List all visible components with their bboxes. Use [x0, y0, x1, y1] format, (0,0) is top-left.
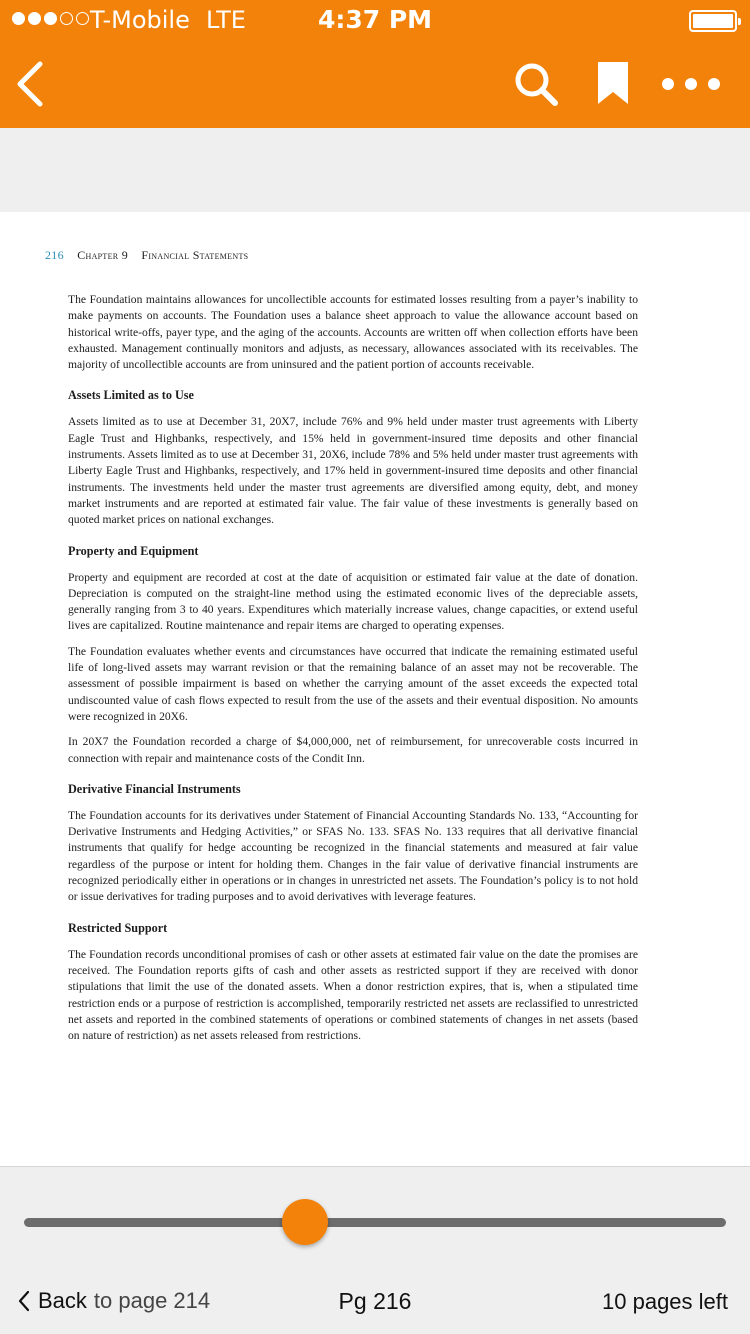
paragraph: In 20X7 the Foundation recorded a charge of $4,000,000, net of reimbursement, for unrecoverable costs incurred in connection with repair and maintenance costs of the Condit Inn.	[68, 735, 638, 765]
status-bar	[0, 0, 750, 40]
bookmark-icon	[596, 62, 630, 106]
search-icon	[512, 60, 560, 108]
paragraph: Assets limited as to use at December 31, 20X7, include 76% and 9% held under master trust agreements with Liberty Eagle Trust and Highbanks, respectively, and 15% held in government-insured time deposits and other financial instruments. Assets limited as to use at December 31, 20X6, include 78% and 5% held under master trust agreements with Liberty Eagle Trust and Highbanks, respectively, and 17% held in government-insured time deposits and other financial instruments. The investments held under the master trust agreements are diversified among equity, debt, and money market instruments and are reported at estimated fair value. The fair value of these investments is generally based on quoted market prices on national exchanges.	[68, 415, 638, 527]
more-dots-icon	[662, 78, 674, 90]
chapter-label: Chapter 9	[77, 248, 129, 262]
paragraph: Property and equipment are recorded at cost at the date of acquisition or estimated fair value at the date of donation. Depreciation is computed on the straight-line method using the estimated economic lives of the depreciable assets, generally ranging from 3 to 40 years. Expenditures which materially increase values, change capacities, or extend useful lives are capitalized. Routine maintenance and repair items are charged to operating expenses.	[68, 570, 638, 633]
chevron-left-icon	[12, 60, 52, 108]
page-content	[68, 292, 638, 1053]
more-options-button[interactable]	[662, 72, 720, 96]
paragraph: The Foundation records unconditional promises of cash or other assets at estimated fair value on the date the promises are received. The Foundation reports gifts of cash and other assets as restricted support if they are received with donor stipulations that limit the use of the donated assets. When a donor restriction expires, that is, when a stipulated time restriction ends or a purpose of restriction is accomplished, temporarily restricted net assets are reclassified to unrestricted net assets and reported in the combined statements of operations or combined statements of changes in net assets (based on nature of restriction) as net assets released from restrictions.	[68, 947, 638, 1043]
section-heading: Restricted Support	[68, 920, 168, 935]
page-slider-thumb[interactable]	[282, 1199, 328, 1245]
bookmark-button[interactable]	[596, 62, 630, 106]
current-page-label: Pg 216	[338, 1288, 412, 1314]
section-heading: Assets Limited as to Use	[68, 388, 194, 403]
chapter-title: Financial Statements	[141, 248, 249, 262]
paragraph: The Foundation maintains allowances for uncollectible accounts for estimated losses resulting from a payer’s inability to make payments on accounts. The Foundation uses a balance sheet approach to value the allowance account based on historical write-offs, payer type, and the aging of the accounts. Accounts are written off when collection efforts have been exhausted. Management continually monitors and adjusts, as necessary, allowances associated with its receivables. The majority of uncollectible accounts are from uninsured and the patient portion of accounts receivable.	[68, 293, 638, 372]
section-heading: Property and Equipment	[68, 543, 199, 558]
back-button[interactable]	[12, 60, 52, 108]
search-button[interactable]	[512, 60, 560, 108]
chevron-left-icon	[18, 1290, 30, 1312]
back-target-label: to page 214	[93, 1288, 211, 1313]
book-page	[0, 212, 750, 1166]
back-to-page-link[interactable]	[18, 1288, 210, 1314]
paragraph: The Foundation evaluates whether events and circumstances have occurred that indicate the remaining estimated useful life of long-lived assets may warrant revision or that the remaining balance of an asset may not be recoverable. The assessment of possible impairment is based on whether the carrying amount of the asset exceeds the expected total undiscounted value of cash flows expected to result from the use of the assets and their eventual disposition. No amounts were recognized in 20X6.	[68, 644, 638, 723]
battery-icon	[689, 10, 737, 32]
page-slider-track[interactable]	[24, 1218, 726, 1227]
pages-left-label: 10 pages left	[602, 1289, 728, 1314]
page-number: 216	[45, 248, 64, 262]
status-time: 4:37 PM	[317, 5, 433, 34]
app-header	[0, 0, 750, 128]
back-label: Back	[38, 1288, 87, 1313]
carrier-name: T-Mobile	[90, 6, 190, 34]
section-heading: Derivative Financial Instruments	[68, 781, 241, 796]
running-head	[45, 248, 258, 263]
paragraph: The Foundation accounts for its derivatives under Statement of Financial Accounting Standards No. 133, “Accounting for Derivative Instruments and Hedging Activities,” or SFAS No. 133. SFAS No. 133 requires that all derivative financial instruments that qualify for hedge accounting be recognized in the financial statements and measured at fair value regardless of the purpose or intent for holding them. Changes in the fair value of derivative financial instruments are recognized periodically either in operations or in changes in unrestricted net assets. The Foundation’s policy is to not hold or issue derivatives for trading purposes and to avoid derivatives with leverage features.	[68, 808, 638, 904]
network-type: LTE	[206, 6, 246, 34]
